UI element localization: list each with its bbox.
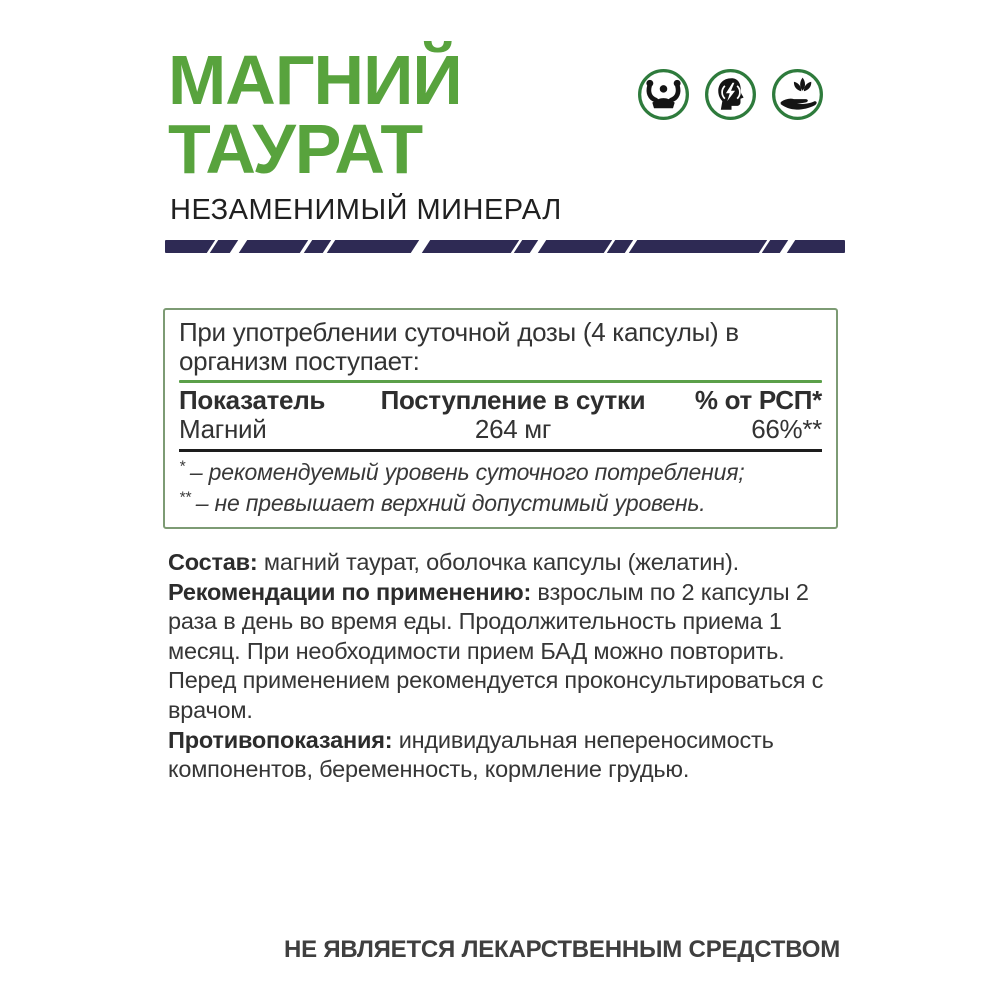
contraindications-label: Противопоказания:: [168, 726, 393, 753]
nutrient-name: Магний: [179, 414, 267, 445]
nutrition-data-row: [179, 415, 822, 444]
nutrient-rsp-percent: 66%**: [751, 414, 822, 445]
footnote-upper-level: [179, 488, 822, 518]
black-divider: [179, 449, 822, 452]
footnote-star: *: [179, 458, 185, 476]
contraindications-text: индивидуальная непереносимость компонентов, беременность, кормление грудью.: [168, 726, 774, 783]
product-title-line1: МАГНИЙ: [168, 41, 462, 119]
composition-label: Состав:: [168, 549, 258, 575]
nutrient-amount: 264 мг: [474, 414, 552, 445]
disclaimer: НЕ ЯВЛЯЕТСЯ ЛЕКАРСТВЕННЫМ СРЕДСТВОМ: [283, 936, 840, 963]
brain-energy-icon: [704, 68, 757, 121]
recommendations-paragraph: [168, 578, 850, 726]
benefit-icons: [637, 68, 824, 121]
product-subtitle: НЕЗАМЕНИМЫЙ МИНЕРАЛ: [170, 194, 562, 226]
nutrition-intro: При употреблении суточной дозы (4 капсулы) в организм поступает:: [179, 317, 739, 376]
recommendations-text: взрослым по 2 капсулы 2 раза в день во время еды. Продолжительность приема 1 месяц. При необходимости прием БАД можно повторить. Перед применением рекомендуется проконсультироваться с врачом.: [168, 578, 824, 724]
muscle-flex-icon: [637, 68, 690, 121]
hand-lotus-icon: [771, 68, 824, 121]
info-section: [168, 548, 850, 785]
page-title: [168, 41, 462, 189]
column-header-indicator: Показатель: [179, 385, 326, 416]
composition-paragraph: [168, 548, 850, 578]
green-divider: [179, 380, 822, 383]
footnote-text: – не превышает верхний допустимый уровень.: [195, 489, 706, 516]
footnote-star: **: [179, 489, 191, 507]
recommendations-label: Рекомендации по применению:: [168, 578, 532, 605]
contraindications-paragraph: [168, 726, 850, 785]
column-header-rsp-percent: % от РСП*: [694, 385, 822, 416]
nutrition-header-row: [179, 386, 822, 415]
decorative-bar: [165, 240, 845, 253]
column-header-daily-intake: Поступление в сутки: [380, 385, 646, 416]
nutrition-panel: [163, 308, 838, 529]
composition-text: магний таурат, оболочка капсулы (желатин).: [257, 549, 739, 575]
product-title-line2: ТАУРАТ: [168, 110, 423, 189]
footnote-text: – рекомендуемый уровень суточного потребления;: [189, 459, 745, 486]
footnote-rsp: [179, 457, 822, 487]
